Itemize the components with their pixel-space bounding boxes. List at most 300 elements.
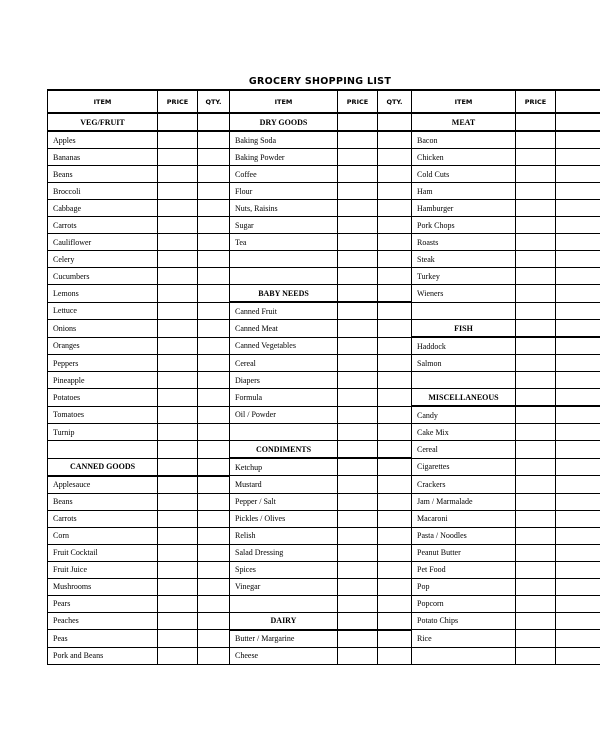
qty-cell[interactable] bbox=[556, 389, 600, 407]
item-cell[interactable]: Cold Cuts bbox=[412, 166, 516, 183]
qty-cell[interactable] bbox=[556, 302, 600, 320]
item-cell[interactable]: Onions bbox=[48, 320, 158, 338]
qty-cell[interactable] bbox=[556, 234, 600, 251]
price-cell[interactable] bbox=[516, 337, 556, 355]
item-cell[interactable]: Salad Dressing bbox=[230, 544, 338, 561]
price-cell[interactable] bbox=[338, 337, 378, 355]
price-cell[interactable] bbox=[338, 149, 378, 166]
item-cell[interactable]: Pineapple bbox=[48, 372, 158, 389]
item-cell[interactable]: Steak bbox=[412, 251, 516, 268]
qty-cell[interactable] bbox=[556, 647, 600, 664]
item-cell[interactable]: Celery bbox=[48, 251, 158, 268]
qty-cell[interactable] bbox=[198, 476, 230, 494]
item-cell[interactable]: Relish bbox=[230, 527, 338, 544]
item-cell[interactable]: Candy bbox=[412, 406, 516, 424]
price-cell[interactable] bbox=[338, 595, 378, 612]
price-cell[interactable] bbox=[158, 647, 198, 664]
item-cell[interactable]: Turnip bbox=[48, 424, 158, 441]
qty-cell[interactable] bbox=[198, 561, 230, 578]
price-cell[interactable] bbox=[158, 320, 198, 338]
price-cell[interactable] bbox=[516, 510, 556, 527]
price-cell[interactable] bbox=[158, 510, 198, 527]
blank-cell[interactable] bbox=[412, 372, 516, 389]
qty-cell[interactable] bbox=[556, 251, 600, 268]
table-row bbox=[48, 251, 600, 268]
table-row bbox=[48, 337, 600, 355]
price-cell[interactable] bbox=[516, 302, 556, 320]
price-cell[interactable] bbox=[338, 234, 378, 251]
price-cell[interactable] bbox=[338, 612, 378, 630]
item-cell[interactable]: Pork and Beans bbox=[48, 647, 158, 664]
item-cell[interactable]: Broccoli bbox=[48, 183, 158, 200]
table-row bbox=[48, 183, 600, 200]
qty-cell[interactable] bbox=[556, 441, 600, 459]
item-cell[interactable]: Bacon bbox=[412, 131, 516, 149]
price-cell[interactable] bbox=[338, 510, 378, 527]
item-cell[interactable]: Bananas bbox=[48, 149, 158, 166]
qty-cell[interactable] bbox=[198, 302, 230, 320]
item-cell[interactable]: Pepper / Salt bbox=[230, 493, 338, 510]
price-cell[interactable] bbox=[516, 372, 556, 389]
qty-cell[interactable] bbox=[556, 406, 600, 424]
item-cell[interactable]: Spices bbox=[230, 561, 338, 578]
qty-cell[interactable] bbox=[556, 630, 600, 648]
price-cell[interactable] bbox=[516, 320, 556, 338]
price-cell[interactable] bbox=[338, 389, 378, 407]
qty-cell[interactable] bbox=[556, 561, 600, 578]
qty-cell[interactable] bbox=[556, 578, 600, 595]
qty-cell[interactable] bbox=[556, 320, 600, 338]
item-cell[interactable]: Butter / Margarine bbox=[230, 630, 338, 648]
qty-cell[interactable] bbox=[556, 149, 600, 166]
qty-cell[interactable] bbox=[198, 166, 230, 183]
table-row bbox=[48, 389, 600, 407]
qty-cell[interactable] bbox=[378, 612, 412, 630]
qty-cell[interactable] bbox=[556, 424, 600, 441]
item-cell[interactable]: Macaroni bbox=[412, 510, 516, 527]
blank-cell[interactable] bbox=[230, 595, 338, 612]
price-cell[interactable] bbox=[516, 166, 556, 183]
price-cell[interactable] bbox=[516, 424, 556, 441]
qty-cell[interactable] bbox=[378, 113, 412, 131]
header-qty-3 bbox=[556, 90, 600, 113]
qty-cell[interactable] bbox=[556, 372, 600, 389]
qty-cell[interactable] bbox=[378, 544, 412, 561]
price-cell[interactable] bbox=[516, 113, 556, 131]
section-heading: DAIRY bbox=[230, 612, 338, 630]
qty-cell[interactable] bbox=[556, 285, 600, 303]
price-cell[interactable] bbox=[158, 355, 198, 372]
item-cell[interactable]: Pork Chops bbox=[412, 217, 516, 234]
item-cell[interactable]: Oranges bbox=[48, 337, 158, 355]
price-cell[interactable] bbox=[338, 113, 378, 131]
blank-cell[interactable] bbox=[412, 302, 516, 320]
qty-cell[interactable] bbox=[198, 113, 230, 131]
price-cell[interactable] bbox=[158, 561, 198, 578]
price-cell[interactable] bbox=[338, 527, 378, 544]
item-cell[interactable]: Tea bbox=[230, 234, 338, 251]
qty-cell[interactable] bbox=[198, 149, 230, 166]
item-cell[interactable]: Coffee bbox=[230, 166, 338, 183]
qty-cell[interactable] bbox=[198, 441, 230, 459]
item-cell[interactable]: Flour bbox=[230, 183, 338, 200]
qty-cell[interactable] bbox=[198, 372, 230, 389]
price-cell[interactable] bbox=[158, 612, 198, 630]
table-row bbox=[48, 285, 600, 303]
price-cell[interactable] bbox=[158, 131, 198, 149]
qty-cell[interactable] bbox=[378, 647, 412, 664]
qty-cell[interactable] bbox=[198, 234, 230, 251]
qty-cell[interactable] bbox=[378, 337, 412, 355]
qty-cell[interactable] bbox=[378, 200, 412, 217]
qty-cell[interactable] bbox=[556, 217, 600, 234]
header-price-3: PRICE bbox=[516, 90, 556, 113]
item-cell[interactable]: Jam / Marmalade bbox=[412, 493, 516, 510]
item-cell[interactable]: Fruit Juice bbox=[48, 561, 158, 578]
item-cell[interactable]: Peas bbox=[48, 630, 158, 648]
price-cell[interactable] bbox=[338, 372, 378, 389]
grocery-table bbox=[47, 89, 600, 665]
price-cell[interactable] bbox=[516, 183, 556, 200]
item-cell[interactable]: Popcorn bbox=[412, 595, 516, 612]
item-cell[interactable]: Peppers bbox=[48, 355, 158, 372]
item-cell[interactable]: Apples bbox=[48, 131, 158, 149]
qty-cell[interactable] bbox=[378, 355, 412, 372]
qty-cell[interactable] bbox=[556, 595, 600, 612]
price-cell[interactable] bbox=[158, 217, 198, 234]
item-cell[interactable]: Fruit Cocktail bbox=[48, 544, 158, 561]
item-cell[interactable]: Canned Fruit bbox=[230, 302, 338, 320]
qty-cell[interactable] bbox=[378, 510, 412, 527]
qty-cell[interactable] bbox=[198, 544, 230, 561]
qty-cell[interactable] bbox=[378, 320, 412, 338]
price-cell[interactable] bbox=[516, 406, 556, 424]
price-cell[interactable] bbox=[338, 183, 378, 200]
item-cell[interactable]: Diapers bbox=[230, 372, 338, 389]
item-cell[interactable]: Canned Meat bbox=[230, 320, 338, 338]
item-cell[interactable]: Haddock bbox=[412, 337, 516, 355]
qty-cell[interactable] bbox=[198, 510, 230, 527]
price-cell[interactable] bbox=[338, 268, 378, 285]
qty-cell[interactable] bbox=[378, 441, 412, 459]
price-cell[interactable] bbox=[516, 544, 556, 561]
qty-cell[interactable] bbox=[556, 166, 600, 183]
price-cell[interactable] bbox=[516, 527, 556, 544]
qty-cell[interactable] bbox=[198, 320, 230, 338]
item-cell[interactable]: Pasta / Noodles bbox=[412, 527, 516, 544]
qty-cell[interactable] bbox=[378, 578, 412, 595]
price-cell[interactable] bbox=[338, 166, 378, 183]
price-cell[interactable] bbox=[158, 441, 198, 459]
item-cell[interactable]: Formula bbox=[230, 389, 338, 407]
item-cell[interactable]: Lemons bbox=[48, 285, 158, 303]
qty-cell[interactable] bbox=[378, 476, 412, 494]
qty-cell[interactable] bbox=[378, 217, 412, 234]
price-cell[interactable] bbox=[516, 458, 556, 476]
price-cell[interactable] bbox=[158, 337, 198, 355]
item-cell[interactable]: Wieners bbox=[412, 285, 516, 303]
price-cell[interactable] bbox=[338, 578, 378, 595]
item-cell[interactable]: Cake Mix bbox=[412, 424, 516, 441]
qty-cell[interactable] bbox=[198, 200, 230, 217]
qty-cell[interactable] bbox=[198, 406, 230, 424]
price-cell[interactable] bbox=[158, 389, 198, 407]
item-cell[interactable]: Mustard bbox=[230, 476, 338, 494]
qty-cell[interactable] bbox=[198, 630, 230, 648]
item-cell[interactable]: Pet Food bbox=[412, 561, 516, 578]
item-cell[interactable]: Applesauce bbox=[48, 476, 158, 494]
price-cell[interactable] bbox=[516, 630, 556, 648]
item-cell[interactable]: Roasts bbox=[412, 234, 516, 251]
qty-cell[interactable] bbox=[198, 578, 230, 595]
table-row bbox=[48, 302, 600, 320]
item-cell[interactable]: Cauliflower bbox=[48, 234, 158, 251]
price-cell[interactable] bbox=[158, 424, 198, 441]
price-cell[interactable] bbox=[338, 458, 378, 476]
price-cell[interactable] bbox=[158, 527, 198, 544]
qty-cell[interactable] bbox=[198, 424, 230, 441]
price-cell[interactable] bbox=[516, 647, 556, 664]
item-cell[interactable]: Potato Chips bbox=[412, 612, 516, 630]
price-cell[interactable] bbox=[516, 268, 556, 285]
qty-cell[interactable] bbox=[378, 493, 412, 510]
item-cell[interactable]: Crackers bbox=[412, 476, 516, 494]
qty-cell[interactable] bbox=[556, 268, 600, 285]
item-cell[interactable]: Sugar bbox=[230, 217, 338, 234]
qty-cell[interactable] bbox=[198, 647, 230, 664]
price-cell[interactable] bbox=[158, 493, 198, 510]
item-cell[interactable]: Oil / Powder bbox=[230, 406, 338, 424]
blank-cell[interactable] bbox=[230, 268, 338, 285]
qty-cell[interactable] bbox=[556, 527, 600, 544]
price-cell[interactable] bbox=[338, 493, 378, 510]
qty-cell[interactable] bbox=[198, 268, 230, 285]
price-cell[interactable] bbox=[338, 476, 378, 494]
item-cell[interactable]: Salmon bbox=[412, 355, 516, 372]
item-cell[interactable]: Cereal bbox=[230, 355, 338, 372]
qty-cell[interactable] bbox=[198, 355, 230, 372]
item-cell[interactable]: Peanut Butter bbox=[412, 544, 516, 561]
item-cell[interactable]: Tomatoes bbox=[48, 406, 158, 424]
price-cell[interactable] bbox=[516, 131, 556, 149]
qty-cell[interactable] bbox=[556, 183, 600, 200]
qty-cell[interactable] bbox=[378, 630, 412, 648]
qty-cell[interactable] bbox=[198, 251, 230, 268]
price-cell[interactable] bbox=[158, 268, 198, 285]
qty-cell[interactable] bbox=[198, 183, 230, 200]
item-cell[interactable]: Pears bbox=[48, 595, 158, 612]
qty-cell[interactable] bbox=[198, 131, 230, 149]
table-row bbox=[48, 493, 600, 510]
price-cell[interactable] bbox=[516, 285, 556, 303]
item-cell[interactable]: Beans bbox=[48, 166, 158, 183]
price-cell[interactable] bbox=[338, 630, 378, 648]
qty-cell[interactable] bbox=[556, 337, 600, 355]
price-cell[interactable] bbox=[158, 285, 198, 303]
qty-cell[interactable] bbox=[378, 424, 412, 441]
qty-cell[interactable] bbox=[378, 389, 412, 407]
qty-cell[interactable] bbox=[556, 612, 600, 630]
item-cell[interactable]: Lettuce bbox=[48, 302, 158, 320]
item-cell[interactable]: Ketchup bbox=[230, 458, 338, 476]
qty-cell[interactable] bbox=[198, 612, 230, 630]
qty-cell[interactable] bbox=[378, 527, 412, 544]
price-cell[interactable] bbox=[338, 561, 378, 578]
price-cell[interactable] bbox=[158, 183, 198, 200]
page-title: GROCERY SHOPPING LIST bbox=[248, 76, 392, 87]
item-cell[interactable]: Beans bbox=[48, 493, 158, 510]
qty-cell[interactable] bbox=[556, 493, 600, 510]
price-cell[interactable] bbox=[158, 251, 198, 268]
price-cell[interactable] bbox=[158, 578, 198, 595]
qty-cell[interactable] bbox=[378, 302, 412, 320]
qty-cell[interactable] bbox=[198, 389, 230, 407]
qty-cell[interactable] bbox=[556, 476, 600, 494]
price-cell[interactable] bbox=[516, 389, 556, 407]
blank-cell[interactable] bbox=[412, 647, 516, 664]
item-cell[interactable]: Canned Vegetables bbox=[230, 337, 338, 355]
price-cell[interactable] bbox=[158, 458, 198, 476]
qty-cell[interactable] bbox=[378, 595, 412, 612]
price-cell[interactable] bbox=[516, 217, 556, 234]
qty-cell[interactable] bbox=[378, 458, 412, 476]
blank-cell[interactable] bbox=[230, 251, 338, 268]
table-row bbox=[48, 441, 600, 459]
item-cell[interactable]: Carrots bbox=[48, 217, 158, 234]
item-cell[interactable]: Cheese bbox=[230, 647, 338, 664]
item-cell[interactable]: Turkey bbox=[412, 268, 516, 285]
price-cell[interactable] bbox=[338, 424, 378, 441]
price-cell[interactable] bbox=[158, 166, 198, 183]
price-cell[interactable] bbox=[158, 200, 198, 217]
price-cell[interactable] bbox=[158, 595, 198, 612]
price-cell[interactable] bbox=[338, 647, 378, 664]
price-cell[interactable] bbox=[158, 544, 198, 561]
price-cell[interactable] bbox=[158, 630, 198, 648]
table-row bbox=[48, 527, 600, 544]
price-cell[interactable] bbox=[338, 251, 378, 268]
item-cell[interactable]: Cereal bbox=[412, 441, 516, 459]
qty-cell[interactable] bbox=[198, 527, 230, 544]
qty-cell[interactable] bbox=[556, 113, 600, 131]
qty-cell[interactable] bbox=[556, 544, 600, 561]
price-cell[interactable] bbox=[516, 251, 556, 268]
item-cell[interactable]: Carrots bbox=[48, 510, 158, 527]
qty-cell[interactable] bbox=[378, 561, 412, 578]
item-cell[interactable]: Pop bbox=[412, 578, 516, 595]
qty-cell[interactable] bbox=[198, 595, 230, 612]
item-cell[interactable]: Cigarettes bbox=[412, 458, 516, 476]
table-row bbox=[48, 476, 600, 494]
price-cell[interactable] bbox=[158, 113, 198, 131]
qty-cell[interactable] bbox=[378, 183, 412, 200]
price-cell[interactable] bbox=[338, 217, 378, 234]
qty-cell[interactable] bbox=[198, 217, 230, 234]
qty-cell[interactable] bbox=[198, 458, 230, 476]
price-cell[interactable] bbox=[158, 406, 198, 424]
qty-cell[interactable] bbox=[378, 149, 412, 166]
blank-cell[interactable] bbox=[48, 441, 158, 459]
section-heading: MEAT bbox=[412, 113, 516, 131]
price-cell[interactable] bbox=[338, 406, 378, 424]
item-cell[interactable]: Cucumbers bbox=[48, 268, 158, 285]
qty-cell[interactable] bbox=[556, 458, 600, 476]
price-cell[interactable] bbox=[516, 612, 556, 630]
price-cell[interactable] bbox=[516, 578, 556, 595]
item-cell[interactable]: Baking Powder bbox=[230, 149, 338, 166]
item-cell[interactable]: Cabbage bbox=[48, 200, 158, 217]
section-heading: MISCELLANEOUS bbox=[412, 389, 516, 407]
qty-cell[interactable] bbox=[378, 268, 412, 285]
qty-cell[interactable] bbox=[198, 285, 230, 303]
qty-cell[interactable] bbox=[556, 510, 600, 527]
qty-cell[interactable] bbox=[378, 251, 412, 268]
item-cell[interactable]: Baking Soda bbox=[230, 131, 338, 149]
qty-cell[interactable] bbox=[378, 131, 412, 149]
price-cell[interactable] bbox=[338, 200, 378, 217]
price-cell[interactable] bbox=[158, 302, 198, 320]
item-cell[interactable]: Corn bbox=[48, 527, 158, 544]
price-cell[interactable] bbox=[516, 200, 556, 217]
section-heading: CANNED GOODS bbox=[48, 458, 158, 476]
item-cell[interactable]: Ham bbox=[412, 183, 516, 200]
item-cell[interactable]: Hamburger bbox=[412, 200, 516, 217]
qty-cell[interactable] bbox=[556, 200, 600, 217]
price-cell[interactable] bbox=[158, 476, 198, 494]
qty-cell[interactable] bbox=[378, 234, 412, 251]
price-cell[interactable] bbox=[516, 595, 556, 612]
qty-cell[interactable] bbox=[378, 406, 412, 424]
price-cell[interactable] bbox=[516, 476, 556, 494]
qty-cell[interactable] bbox=[378, 372, 412, 389]
price-cell[interactable] bbox=[158, 234, 198, 251]
qty-cell[interactable] bbox=[556, 131, 600, 149]
price-cell[interactable] bbox=[338, 441, 378, 459]
item-cell[interactable]: Rice bbox=[412, 630, 516, 648]
price-cell[interactable] bbox=[338, 320, 378, 338]
price-cell[interactable] bbox=[338, 544, 378, 561]
price-cell[interactable] bbox=[158, 149, 198, 166]
price-cell[interactable] bbox=[338, 285, 378, 303]
item-cell[interactable]: Nuts, Raisins bbox=[230, 200, 338, 217]
blank-cell[interactable] bbox=[230, 424, 338, 441]
item-cell[interactable]: Pickles / Olives bbox=[230, 510, 338, 527]
qty-cell[interactable] bbox=[378, 285, 412, 303]
price-cell[interactable] bbox=[516, 149, 556, 166]
price-cell[interactable] bbox=[516, 441, 556, 459]
price-cell[interactable] bbox=[338, 302, 378, 320]
item-cell[interactable]: Chicken bbox=[412, 149, 516, 166]
item-cell[interactable]: Potatoes bbox=[48, 389, 158, 407]
header-price-1: PRICE bbox=[158, 90, 198, 113]
item-cell[interactable]: Peaches bbox=[48, 612, 158, 630]
table-row bbox=[48, 113, 600, 131]
price-cell[interactable] bbox=[338, 355, 378, 372]
qty-cell[interactable] bbox=[198, 493, 230, 510]
price-cell[interactable] bbox=[516, 561, 556, 578]
price-cell[interactable] bbox=[516, 355, 556, 372]
price-cell[interactable] bbox=[516, 493, 556, 510]
item-cell[interactable]: Vinegar bbox=[230, 578, 338, 595]
qty-cell[interactable] bbox=[378, 166, 412, 183]
price-cell[interactable] bbox=[516, 234, 556, 251]
qty-cell[interactable] bbox=[198, 337, 230, 355]
item-cell[interactable]: Mushrooms bbox=[48, 578, 158, 595]
price-cell[interactable] bbox=[158, 372, 198, 389]
price-cell[interactable] bbox=[338, 131, 378, 149]
qty-cell[interactable] bbox=[556, 355, 600, 372]
table-row bbox=[48, 458, 600, 476]
